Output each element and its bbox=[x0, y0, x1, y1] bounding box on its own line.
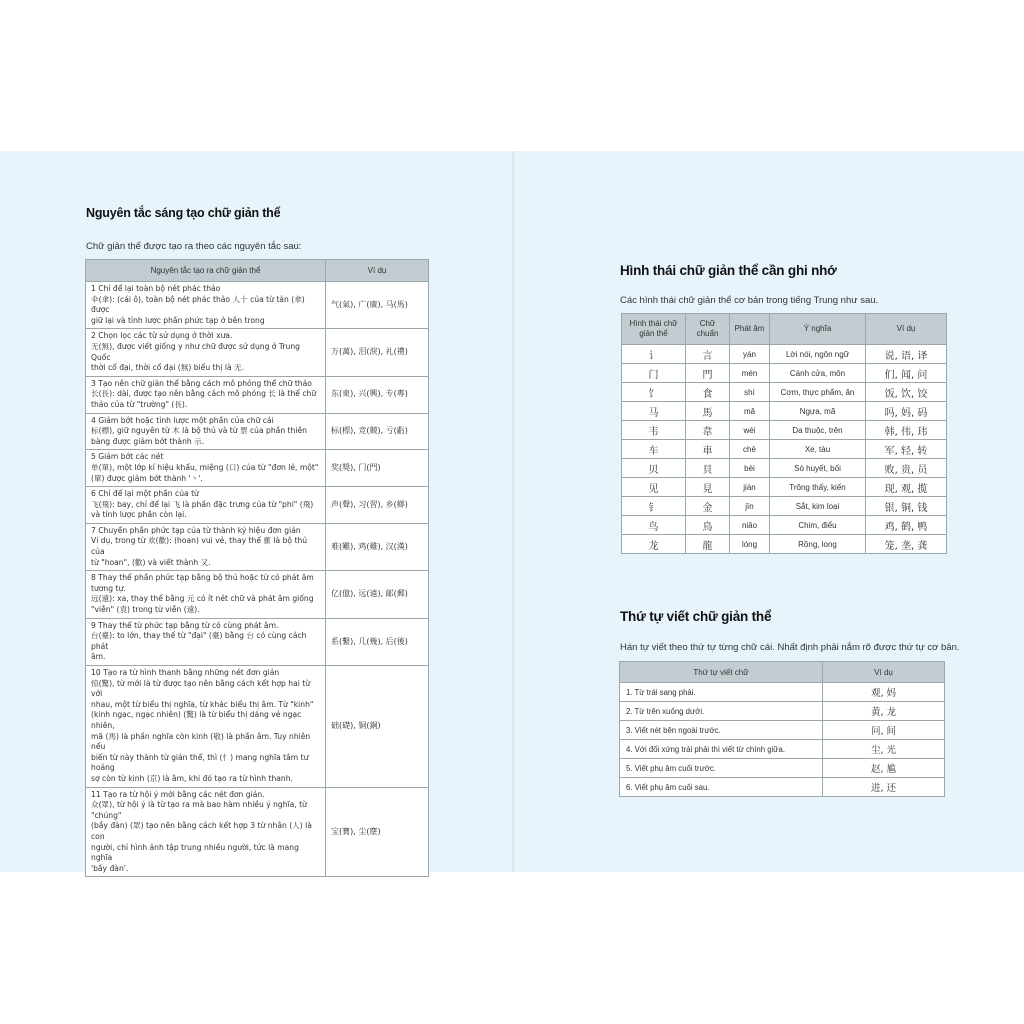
traditional-form: 貝 bbox=[686, 459, 730, 478]
meaning: Ngựa, mã bbox=[770, 402, 866, 421]
column-header: Phát âm bbox=[730, 314, 770, 345]
table-row bbox=[86, 376, 429, 413]
pinyin: wéi bbox=[730, 421, 770, 440]
table-row bbox=[622, 383, 947, 402]
principle-description: 9 Thay thế từ phức tạp bằng từ có cùng phát âm. 台(臺): to lớn, thay thế từ "đại" (臺) bằng 台 có cùng cách phát âm. bbox=[86, 618, 326, 665]
traditional-form: 韋 bbox=[686, 421, 730, 440]
meaning: Cánh cửa, môn bbox=[770, 364, 866, 383]
principles-intro: Chữ giản thể được tạo ra theo các nguyên tắc sau: bbox=[86, 241, 302, 252]
traditional-form: 見 bbox=[686, 478, 730, 497]
table-row bbox=[620, 683, 945, 702]
table-row bbox=[86, 666, 429, 788]
table-row bbox=[622, 535, 947, 554]
stroke-order-table bbox=[619, 661, 945, 797]
stroke-example: 问, 间 bbox=[823, 721, 945, 740]
principle-description: 5 Giảm bớt các nét 单(單), một lớp kí hiệu khẩu, miệng (口) của từ "đơn lẻ, một" (單) được giảm bớt thành '丶'. bbox=[86, 450, 326, 487]
examples: 饭, 饮, 饺 bbox=[866, 383, 947, 402]
table-row bbox=[622, 402, 947, 421]
examples: 鸡, 鹤, 鸭 bbox=[866, 516, 947, 535]
column-header: Ý nghĩa bbox=[770, 314, 866, 345]
stroke-rule: 1. Từ trái sang phải. bbox=[620, 683, 823, 702]
table-row bbox=[622, 421, 947, 440]
principle-description: 4 Giảm bớt hoặc tỉnh lược một phần của chữ cái 标(標), giữ nguyên từ 木 là bộ thủ và từ 票 của phần thiên bàng được giảm bớt thành 示. bbox=[86, 413, 326, 450]
principle-description: 2 Chọn lọc các từ sử dụng ở thời xưa. 无(無), được viết giống y như chữ được sử dụng ở Trung Quốc thời cổ đại, thời cổ đại (無) biểu thị là 无. bbox=[86, 329, 326, 376]
pinyin: shí bbox=[730, 383, 770, 402]
stroke-example: 进, 还 bbox=[823, 778, 945, 797]
pinyin: bèi bbox=[730, 459, 770, 478]
simplified-form: 鸟 bbox=[622, 516, 686, 535]
principle-description: 1 Chỉ để lại toàn bộ nét phác thảo 伞(傘): (cái ô), toàn bộ nét phác thảo 人十 của từ tản (傘) được giữ lại và tỉnh lược phần phức tạp ở bên trong bbox=[86, 282, 326, 329]
forms-intro: Các hình thái chữ giản thể cơ bản trong tiếng Trung như sau. bbox=[620, 295, 879, 306]
principle-example: 系(繫), 几(幾), 后(後) bbox=[326, 618, 429, 665]
stroke-rule: 6. Viết phụ âm cuối sau. bbox=[620, 778, 823, 797]
principle-example: 东(東), 兴(興), 专(專) bbox=[326, 376, 429, 413]
examples: 笼, 垄, 龚 bbox=[866, 535, 947, 554]
table-row bbox=[622, 440, 947, 459]
forms-title: Hình thái chữ giản thể cần ghi nhớ bbox=[620, 263, 837, 278]
principles-table bbox=[85, 259, 429, 877]
traditional-form: 門 bbox=[686, 364, 730, 383]
table-row bbox=[86, 618, 429, 665]
examples: 说, 语, 译 bbox=[866, 345, 947, 364]
column-header: Ví dụ bbox=[866, 314, 947, 345]
principle-example: 宝(寶), 尘(塵) bbox=[326, 787, 429, 877]
principle-description: 3 Tạo nên chữ giản thể bằng cách mô phỏng thể chữ thảo 长(長): dài, được tạo nên bằng cách mô phỏng 长 là thể chữ thảo của từ "trường" (長). bbox=[86, 376, 326, 413]
meaning: Rồng, long bbox=[770, 535, 866, 554]
examples: 败, 贵, 员 bbox=[866, 459, 947, 478]
meaning: Da thuộc, trên bbox=[770, 421, 866, 440]
meaning: Lời nói, ngôn ngữ bbox=[770, 345, 866, 364]
examples: 们, 闻, 问 bbox=[866, 364, 947, 383]
table-row bbox=[86, 487, 429, 524]
book-spread bbox=[0, 151, 1024, 872]
principle-example: 气(氣), 广(廣), 马(馬) bbox=[326, 282, 429, 329]
pinyin: mén bbox=[730, 364, 770, 383]
table-row bbox=[620, 702, 945, 721]
table-row bbox=[86, 787, 429, 877]
simplified-form: 见 bbox=[622, 478, 686, 497]
stroke-rule: 4. Với đối xứng trái phải thì viết từ chính giữa. bbox=[620, 740, 823, 759]
traditional-form: 馬 bbox=[686, 402, 730, 421]
examples: 现, 观, 揽 bbox=[866, 478, 947, 497]
traditional-form: 金 bbox=[686, 497, 730, 516]
simplified-form: 饣 bbox=[622, 383, 686, 402]
simplified-form: 钅 bbox=[622, 497, 686, 516]
pinyin: niǎo bbox=[730, 516, 770, 535]
simplified-form: 车 bbox=[622, 440, 686, 459]
traditional-form: 言 bbox=[686, 345, 730, 364]
principle-example: 标(標), 竞(競), 亏(虧) bbox=[326, 413, 429, 450]
table-row bbox=[86, 282, 429, 329]
column-header: Chữ chuẩn bbox=[686, 314, 730, 345]
table-row bbox=[622, 478, 947, 497]
simplified-form: 韦 bbox=[622, 421, 686, 440]
principle-description: 6 Chỉ để lại một phần của từ 飞(飛): bay, chỉ để lại 飞 là phần đặc trưng của từ "phi" (飛) và tỉnh lược phần còn lại. bbox=[86, 487, 326, 524]
column-header: Ví dụ bbox=[823, 662, 945, 683]
meaning: Chim, điểu bbox=[770, 516, 866, 535]
stroke-rule: 5. Viết phụ âm cuối trước. bbox=[620, 759, 823, 778]
table-row bbox=[620, 721, 945, 740]
simplified-form: 讠 bbox=[622, 345, 686, 364]
principle-example: 难(難), 鸡(雞), 汉(漢) bbox=[326, 523, 429, 570]
table-header-row bbox=[622, 314, 947, 345]
table-row bbox=[86, 450, 429, 487]
stroke-example: 尘, 光 bbox=[823, 740, 945, 759]
column-header: Thứ tự viết chữ bbox=[620, 662, 823, 683]
traditional-form: 車 bbox=[686, 440, 730, 459]
stroke-order-title: Thứ tự viết chữ giản thể bbox=[620, 609, 772, 624]
examples: 银, 铜, 钱 bbox=[866, 497, 947, 516]
principle-example: 亿(億), 远(遠), 邮(郵) bbox=[326, 571, 429, 618]
traditional-form: 龍 bbox=[686, 535, 730, 554]
stroke-example: 观, 妈 bbox=[823, 683, 945, 702]
principle-example: 础(礎), 铜(銅) bbox=[326, 666, 429, 788]
examples: 吗, 妈, 码 bbox=[866, 402, 947, 421]
forms-table bbox=[621, 313, 947, 554]
table-row bbox=[620, 740, 945, 759]
examples: 韩, 伟, 玮 bbox=[866, 421, 947, 440]
table-row bbox=[620, 778, 945, 797]
principle-description: 10 Tạo ra từ hình thanh bằng những nét đơn giản 惊(驚), từ mới là từ được tạo nên bằng cách kết hợp hai từ với nhau, một từ biểu thị nghĩa, từ khác biểu thị âm. Từ "kinh" (kinh ngạc, ngạc nhiên) (驚) là từ biểu thị dáng vẻ ngạc nhiên, mã (馬) là phần nghĩa còn kinh (敬) là phần âm. Tuy nhiên nếu biến từ này thành từ giản thể, thì (忄) mang nghĩa tâm tư hoảng sợ còn từ kinh (京) là âm, khi đó tạo ra từ hình thanh. bbox=[86, 666, 326, 788]
right-page bbox=[517, 151, 1024, 872]
pinyin: lóng bbox=[730, 535, 770, 554]
principle-example: 万(萬), 泪(淚), 礼(禮) bbox=[326, 329, 429, 376]
column-header: Nguyên tắc tạo ra chữ giản thể bbox=[86, 260, 326, 282]
pinyin: yán bbox=[730, 345, 770, 364]
meaning: Cơm, thực phẩm, ăn bbox=[770, 383, 866, 402]
stroke-order-intro: Hán tự viết theo thứ tự từng chữ cái. Nhất định phải nắm rõ được thứ tự cơ bản. bbox=[620, 642, 960, 653]
stroke-example: 黄, 龙 bbox=[823, 702, 945, 721]
meaning: Sắt, kim loại bbox=[770, 497, 866, 516]
principle-description: 11 Tạo ra từ hội ý mới bằng các nét đơn giản. 众(眾), từ hội ý là từ tạo ra mà bao hàm nhiều ý nghĩa, từ "chúng" (bầy đàn) (眾) tạo nên bằng cách kết hợp 3 từ nhân (人) là con người, chỉ hình ảnh tập trung nhiều người, tức là mang nghĩa 'bầy đàn'. bbox=[86, 787, 326, 877]
examples: 军, 轻, 转 bbox=[866, 440, 947, 459]
meaning: Sò huyết, bối bbox=[770, 459, 866, 478]
pinyin: jiàn bbox=[730, 478, 770, 497]
pinyin: jīn bbox=[730, 497, 770, 516]
simplified-form: 贝 bbox=[622, 459, 686, 478]
simplified-form: 龙 bbox=[622, 535, 686, 554]
table-header-row bbox=[620, 662, 945, 683]
principle-description: 8 Thay thế phần phức tạp bằng bộ thủ hoặc từ có phát âm tương tự. 远(遠): xa, thay thế bằng 元 có ít nét chữ và phát âm giống "viễn" (袁) trong từ viễn (遠). bbox=[86, 571, 326, 618]
left-page bbox=[0, 151, 512, 872]
meaning: Xe, tàu bbox=[770, 440, 866, 459]
pinyin: chē bbox=[730, 440, 770, 459]
table-row bbox=[622, 516, 947, 535]
table-row bbox=[622, 345, 947, 364]
principle-description: 7 Chuyển phần phức tạp của từ thành ký hiệu đơn giản Ví dụ, trong từ 欢(歡): (hoan) vui vẻ, thay thế 雚 là bộ thủ của từ "hoan", (歡) và viết thành 又. bbox=[86, 523, 326, 570]
table-row bbox=[86, 571, 429, 618]
pinyin: mǎ bbox=[730, 402, 770, 421]
table-row bbox=[86, 523, 429, 570]
traditional-form: 鳥 bbox=[686, 516, 730, 535]
simplified-form: 马 bbox=[622, 402, 686, 421]
traditional-form: 食 bbox=[686, 383, 730, 402]
stroke-rule: 2. Từ trên xuống dưới. bbox=[620, 702, 823, 721]
principle-example: 奖(獎), 门(門) bbox=[326, 450, 429, 487]
principles-title: Nguyên tắc sáng tạo chữ giản thể bbox=[86, 206, 281, 220]
table-row bbox=[86, 413, 429, 450]
table-row bbox=[622, 364, 947, 383]
stroke-example: 赵, 尴 bbox=[823, 759, 945, 778]
table-header-row bbox=[86, 260, 429, 282]
column-header: Hình thái chữ giản thể bbox=[622, 314, 686, 345]
principle-example: 声(聲), 习(習), 乡(鄉) bbox=[326, 487, 429, 524]
table-row bbox=[622, 459, 947, 478]
stroke-rule: 3. Viết nét bên ngoài trước. bbox=[620, 721, 823, 740]
table-row bbox=[620, 759, 945, 778]
simplified-form: 门 bbox=[622, 364, 686, 383]
table-row bbox=[622, 497, 947, 516]
table-row bbox=[86, 329, 429, 376]
meaning: Trông thấy, kiến bbox=[770, 478, 866, 497]
column-header: Ví dụ bbox=[326, 260, 429, 282]
